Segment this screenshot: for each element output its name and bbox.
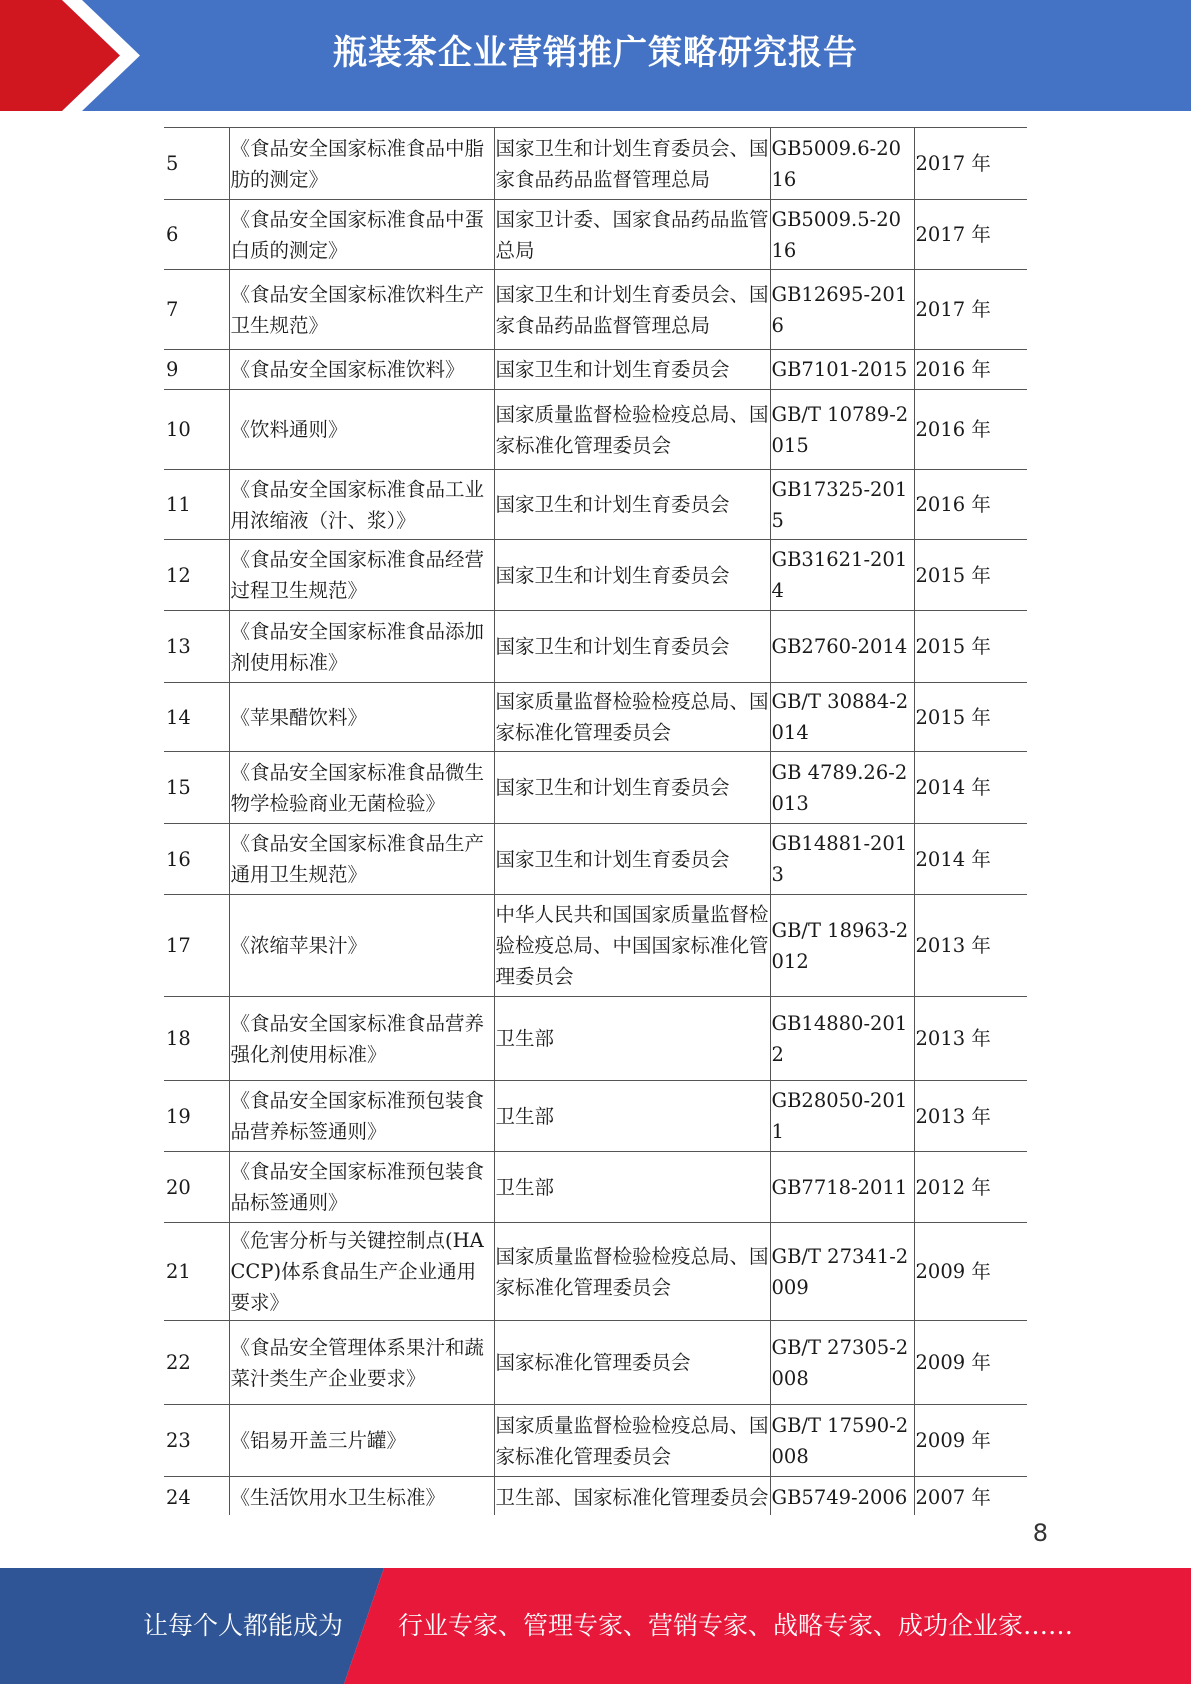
cell-number: 9 — [164, 350, 229, 390]
cell-number: 12 — [164, 540, 229, 611]
cell-standard-name: 《食品安全国家标准食品微生物学检验商业无菌检验》 — [229, 752, 494, 824]
cell-year: 2015 年 — [914, 540, 1027, 611]
table-row — [164, 997, 1027, 1081]
cell-year: 2009 年 — [914, 1405, 1027, 1477]
table-row — [164, 270, 1027, 350]
cell-number: 6 — [164, 200, 229, 270]
cell-issuing-org: 卫生部 — [494, 997, 770, 1081]
cell-year: 2015 年 — [914, 683, 1027, 752]
cell-year: 2013 年 — [914, 1081, 1027, 1152]
cell-issuing-org: 国家质量监督检验检疫总局、国家标准化管理委员会 — [494, 1223, 770, 1321]
cell-year: 2013 年 — [914, 895, 1027, 997]
table-row — [164, 752, 1027, 824]
cell-issuing-org: 卫生部 — [494, 1081, 770, 1152]
cell-year: 2013 年 — [914, 997, 1027, 1081]
table-row — [164, 683, 1027, 752]
cell-year: 2017 年 — [914, 128, 1027, 200]
cell-standard-name: 《食品安全国家标准饮料生产卫生规范》 — [229, 270, 494, 350]
cell-year: 2009 年 — [914, 1223, 1027, 1321]
cell-standard-code: GB 4789.26-2013 — [770, 752, 914, 824]
table-row — [164, 390, 1027, 470]
cell-standard-name: 《食品安全国家标准食品中脂肪的测定》 — [229, 128, 494, 200]
table-row — [164, 1321, 1027, 1405]
cell-year: 2007 年 — [914, 1477, 1027, 1516]
cell-standard-name: 《食品安全国家标准饮料》 — [229, 350, 494, 390]
cell-standard-name: 《铝易开盖三片罐》 — [229, 1405, 494, 1477]
cell-issuing-org: 卫生部、国家标准化管理委员会 — [494, 1477, 770, 1516]
cell-standard-name: 《食品安全管理体系果汁和蔬菜汁类生产企业要求》 — [229, 1321, 494, 1405]
cell-standard-code: GB/T 17590-2008 — [770, 1405, 914, 1477]
cell-year: 2012 年 — [914, 1152, 1027, 1223]
cell-standard-code: GB28050-2011 — [770, 1081, 914, 1152]
cell-standard-name: 《苹果醋饮料》 — [229, 683, 494, 752]
cell-standard-name: 《食品安全国家标准食品生产通用卫生规范》 — [229, 824, 494, 895]
cell-standard-code: GB12695-2016 — [770, 270, 914, 350]
cell-year: 2016 年 — [914, 470, 1027, 540]
cell-number: 13 — [164, 611, 229, 683]
cell-number: 21 — [164, 1223, 229, 1321]
cell-standard-code: GB5749-2006 — [770, 1477, 914, 1516]
cell-standard-code: GB/T 30884-2014 — [770, 683, 914, 752]
table-row — [164, 895, 1027, 997]
cell-number: 10 — [164, 390, 229, 470]
cell-number: 11 — [164, 470, 229, 540]
table-row — [164, 1477, 1027, 1516]
cell-number: 17 — [164, 895, 229, 997]
cell-issuing-org: 国家标准化管理委员会 — [494, 1321, 770, 1405]
table-row — [164, 1152, 1027, 1223]
table-row — [164, 824, 1027, 895]
table-row — [164, 350, 1027, 390]
page-number: 8 — [1032, 1519, 1048, 1547]
cell-standard-code: GB14881-2013 — [770, 824, 914, 895]
cell-number: 20 — [164, 1152, 229, 1223]
cell-year: 2015 年 — [914, 611, 1027, 683]
cell-number: 5 — [164, 128, 229, 200]
cell-number: 24 — [164, 1477, 229, 1516]
cell-issuing-org: 国家卫生和计划生育委员会、国家食品药品监督管理总局 — [494, 270, 770, 350]
cell-standard-name: 《食品安全国家标准食品经营过程卫生规范》 — [229, 540, 494, 611]
cell-standard-code: GB/T 18963-2012 — [770, 895, 914, 997]
cell-standard-name: 《生活饮用水卫生标准》 — [229, 1477, 494, 1516]
cell-standard-code: GB5009.5-2016 — [770, 200, 914, 270]
cell-issuing-org: 国家卫生和计划生育委员会 — [494, 470, 770, 540]
table-row — [164, 200, 1027, 270]
cell-standard-name: 《食品安全国家标准预包装食品标签通则》 — [229, 1152, 494, 1223]
cell-standard-code: GB/T 10789-2015 — [770, 390, 914, 470]
table-row — [164, 1405, 1027, 1477]
page-header — [0, 0, 1191, 111]
cell-standard-code: GB7101-2015 — [770, 350, 914, 390]
cell-issuing-org: 国家卫生和计划生育委员会 — [494, 540, 770, 611]
cell-year: 2016 年 — [914, 390, 1027, 470]
cell-standard-code: GB31621-2014 — [770, 540, 914, 611]
page-footer — [0, 1568, 1191, 1684]
cell-issuing-org: 国家卫计委、国家食品药品监管总局 — [494, 200, 770, 270]
report-title: 瓶装茶企业营销推广策略研究报告 — [333, 33, 858, 73]
cell-year: 2016 年 — [914, 350, 1027, 390]
cell-standard-name: 《食品安全国家标准食品营养强化剂使用标准》 — [229, 997, 494, 1081]
cell-year: 2017 年 — [914, 270, 1027, 350]
cell-year: 2014 年 — [914, 752, 1027, 824]
table-row — [164, 611, 1027, 683]
table-row — [164, 540, 1027, 611]
cell-issuing-org: 国家卫生和计划生育委员会 — [494, 752, 770, 824]
cell-standard-code: GB14880-2012 — [770, 997, 914, 1081]
cell-standard-code: GB5009.6-2016 — [770, 128, 914, 200]
table-row — [164, 1081, 1027, 1152]
cell-standard-code: GB2760-2014 — [770, 611, 914, 683]
cell-number: 23 — [164, 1405, 229, 1477]
cell-standard-name: 《食品安全国家标准食品添加剂使用标准》 — [229, 611, 494, 683]
footer-slogan-left: 让每个人都能成为 — [143, 1611, 344, 1640]
cell-standard-name: 《食品安全国家标准食品中蛋白质的测定》 — [229, 200, 494, 270]
standards-table — [164, 127, 1027, 1515]
cell-issuing-org: 国家卫生和计划生育委员会 — [494, 611, 770, 683]
cell-issuing-org: 国家质量监督检验检疫总局、国家标准化管理委员会 — [494, 1405, 770, 1477]
cell-standard-name: 《食品安全国家标准食品工业用浓缩液（汁、浆）》 — [229, 470, 494, 540]
cell-issuing-org: 国家卫生和计划生育委员会、国家食品药品监督管理总局 — [494, 128, 770, 200]
cell-issuing-org: 国家质量监督检验检疫总局、国家标准化管理委员会 — [494, 683, 770, 752]
cell-issuing-org: 中华人民共和国国家质量监督检验检疫总局、中国国家标准化管理委员会 — [494, 895, 770, 997]
table-row — [164, 128, 1027, 200]
cell-issuing-org: 卫生部 — [494, 1152, 770, 1223]
cell-issuing-org: 国家质量监督检验检疫总局、国家标准化管理委员会 — [494, 390, 770, 470]
cell-year: 2014 年 — [914, 824, 1027, 895]
cell-number: 7 — [164, 270, 229, 350]
cell-issuing-org: 国家卫生和计划生育委员会 — [494, 350, 770, 390]
cell-number: 22 — [164, 1321, 229, 1405]
cell-standard-name: 《饮料通则》 — [229, 390, 494, 470]
cell-number: 14 — [164, 683, 229, 752]
cell-issuing-org: 国家卫生和计划生育委员会 — [494, 824, 770, 895]
cell-year: 2017 年 — [914, 200, 1027, 270]
table-row — [164, 470, 1027, 540]
cell-number: 18 — [164, 997, 229, 1081]
cell-standard-name: 《浓缩苹果汁》 — [229, 895, 494, 997]
standards-table-container — [164, 127, 1027, 1515]
cell-standard-code: GB/T 27341-2009 — [770, 1223, 914, 1321]
footer-slogan-right: 行业专家、管理专家、营销专家、战略专家、成功企业家…… — [398, 1611, 1074, 1640]
cell-standard-name: 《危害分析与关键控制点(HACCP)体系食品生产企业通用要求》 — [229, 1223, 494, 1321]
cell-standard-name: 《食品安全国家标准预包装食品营养标签通则》 — [229, 1081, 494, 1152]
cell-standard-code: GB/T 27305-2008 — [770, 1321, 914, 1405]
cell-number: 15 — [164, 752, 229, 824]
cell-year: 2009 年 — [914, 1321, 1027, 1405]
table-row — [164, 1223, 1027, 1321]
cell-standard-code: GB17325-2015 — [770, 470, 914, 540]
cell-number: 19 — [164, 1081, 229, 1152]
cell-number: 16 — [164, 824, 229, 895]
cell-standard-code: GB7718-2011 — [770, 1152, 914, 1223]
